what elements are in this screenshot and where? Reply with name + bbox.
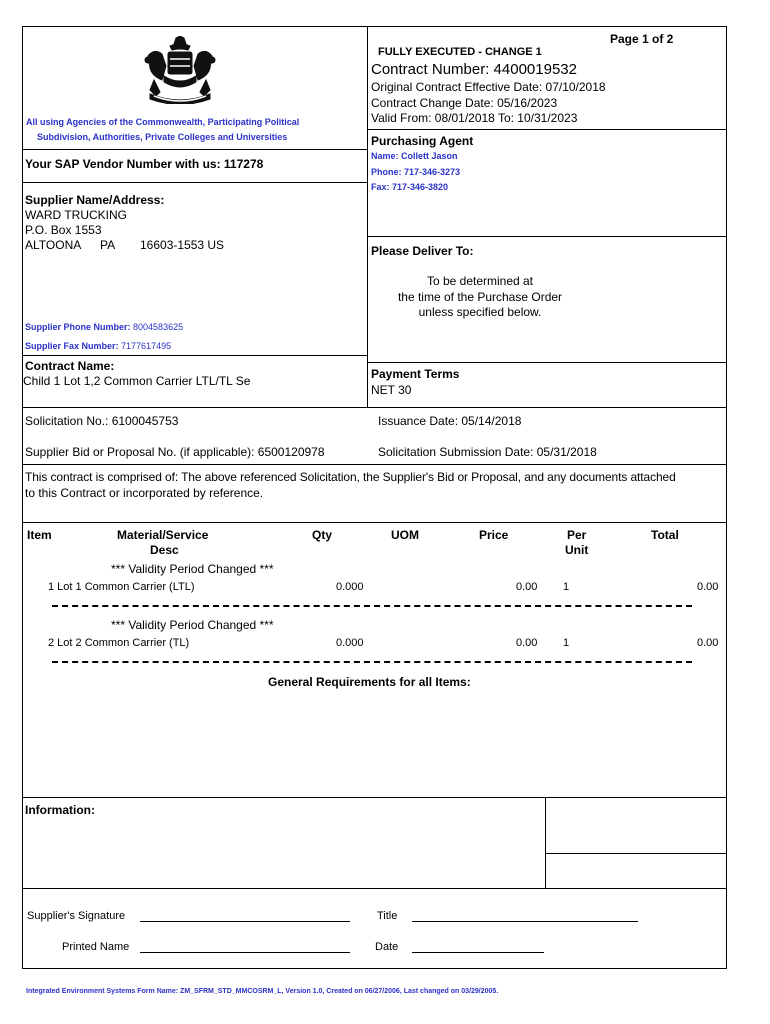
- divider-deliver: [367, 362, 726, 363]
- agent-fax: Fax: 717-346-3820: [371, 182, 449, 192]
- row-1-desc: 1 Lot 1 Common Carrier (LTL): [48, 581, 195, 593]
- frame-top: [22, 26, 726, 27]
- divider-solicitation: [22, 464, 726, 465]
- divider-supplier: [22, 355, 367, 356]
- supplier-city: ALTOONA: [25, 238, 82, 252]
- date-label: Date: [375, 941, 399, 953]
- frame-right: [726, 26, 727, 968]
- supplier-fax-label: Supplier Fax Number:: [25, 341, 119, 351]
- supplier-po-box: P.O. Box 1553: [25, 223, 102, 237]
- col-price: Price: [479, 528, 509, 542]
- agent-phone: Phone: 717-346-3273: [371, 167, 461, 177]
- col-uom: UOM: [391, 528, 419, 542]
- payment-terms-value: NET 30: [371, 383, 412, 397]
- supplier-fax: [25, 341, 171, 352]
- info-divider-h: [545, 853, 726, 854]
- supplier-phone-value: 8004583625: [133, 322, 184, 332]
- info-divider-v: [545, 797, 546, 888]
- sap-vendor-number: Your SAP Vendor Number with us: 117278: [25, 157, 264, 171]
- supplier-fax-value: 7177617495: [121, 341, 172, 351]
- supplier-bid-number: Supplier Bid or Proposal No. (if applicable): 6500120978: [25, 445, 325, 459]
- divider-contract: [22, 407, 726, 408]
- row-1-price: 0.00: [516, 581, 538, 593]
- valid-date-range: Valid From: 08/01/2018 To: 10/31/2023: [371, 111, 578, 125]
- row-2-per: 1: [563, 637, 570, 649]
- divider-vendor: [22, 182, 367, 183]
- page-number: Page 1 of 2: [610, 32, 674, 46]
- row-1-qty: 0.000: [336, 581, 364, 593]
- divider-comprised: [22, 522, 726, 523]
- comprised-line-2: to this Contract or incorporated by reference.: [25, 486, 264, 500]
- divider-agent: [367, 236, 726, 237]
- contract-name-title: Contract Name:: [25, 359, 115, 373]
- form-footer: Integrated Environment Systems Form Name: ZM_SFRM_STD_MMCOSRM_L, Version 1.0, Created on 06/27/2006, Last changed on 03/29/2005.: [26, 988, 499, 995]
- contract-status: FULLY EXECUTED - CHANGE 1: [378, 46, 542, 58]
- row-1-per: 1: [563, 581, 570, 593]
- commonwealth-seal-icon: [140, 36, 220, 104]
- original-effective-date: Original Contract Effective Date: 07/10/2018: [371, 80, 606, 94]
- agencies-line-1: All using Agencies of the Commonwealth, Participating Political: [26, 117, 300, 127]
- divider-header: [367, 129, 726, 130]
- center-divider: [367, 26, 368, 407]
- supplier-title: Supplier Name/Address:: [25, 193, 165, 207]
- submission-date: Solicitation Submission Date: 05/31/2018: [378, 445, 597, 459]
- supplier-phone-label: Supplier Phone Number:: [25, 322, 131, 332]
- divider-info: [22, 888, 726, 889]
- supplier-zip-country: 16603-1553 US: [140, 238, 225, 252]
- supplier-signature-line[interactable]: [140, 921, 350, 922]
- contract-change-date: Contract Change Date: 05/16/2023: [371, 96, 558, 110]
- payment-terms-title: Payment Terms: [371, 367, 460, 381]
- solicitation-number: Solicitation No.: 6100045753: [25, 414, 179, 428]
- row-2-price: 0.00: [516, 637, 538, 649]
- col-qty: Qty: [312, 528, 333, 542]
- col-material-2: Desc: [150, 543, 179, 557]
- supplier-state: PA: [100, 238, 116, 252]
- divider-agencies: [22, 149, 367, 150]
- contract-number: Contract Number: 4400019532: [371, 61, 577, 78]
- printed-name-line[interactable]: [140, 952, 350, 953]
- row-1-total: 0.00: [697, 581, 719, 593]
- col-total: Total: [651, 528, 679, 542]
- general-requirements: General Requirements for all Items:: [268, 675, 471, 689]
- title-label: Title: [377, 910, 398, 922]
- frame-left: [22, 26, 23, 968]
- row-2-note: *** Validity Period Changed ***: [111, 618, 274, 632]
- comprised-line-1: This contract is comprised of: The above referenced Solicitation, the Supplier's Bid or Proposal, and any documents attached: [25, 470, 676, 484]
- title-line[interactable]: [412, 921, 638, 922]
- agent-name: Name: Collett Jason: [371, 151, 458, 161]
- col-material-1: Material/Service: [117, 528, 209, 542]
- printed-name-label: Printed Name: [62, 941, 130, 953]
- deliver-title: Please Deliver To:: [371, 244, 474, 258]
- divider-items: [22, 797, 726, 798]
- purchasing-agent-title: Purchasing Agent: [371, 134, 474, 148]
- col-item: Item: [27, 528, 52, 542]
- col-per-2: Unit: [565, 543, 589, 557]
- agencies-line-2: Subdivision, Authorities, Private Colleges and Universities: [37, 132, 288, 142]
- deliver-line-3: unless specified below.: [418, 305, 542, 319]
- deliver-line-2: the time of the Purchase Order: [397, 290, 563, 304]
- row-1-note: *** Validity Period Changed ***: [111, 562, 274, 576]
- row-2-desc: 2 Lot 2 Common Carrier (TL): [48, 637, 190, 649]
- supplier-phone: [25, 322, 183, 333]
- supplier-signature-label: Supplier's Signature: [27, 910, 126, 922]
- col-per-1: Per: [567, 528, 587, 542]
- issuance-date: Issuance Date: 05/14/2018: [378, 414, 522, 428]
- row-1-separator: [52, 605, 692, 607]
- date-line[interactable]: [412, 952, 544, 953]
- contract-name-value: Child 1 Lot 1,2 Common Carrier LTL/TL Se: [23, 374, 251, 388]
- row-2-total: 0.00: [697, 637, 719, 649]
- deliver-line-1: To be determined at: [426, 274, 534, 288]
- row-2-separator: [52, 661, 692, 663]
- information-label: Information:: [25, 803, 95, 817]
- row-2-qty: 0.000: [336, 637, 364, 649]
- frame-bottom: [22, 968, 727, 969]
- supplier-name: WARD TRUCKING: [25, 208, 127, 222]
